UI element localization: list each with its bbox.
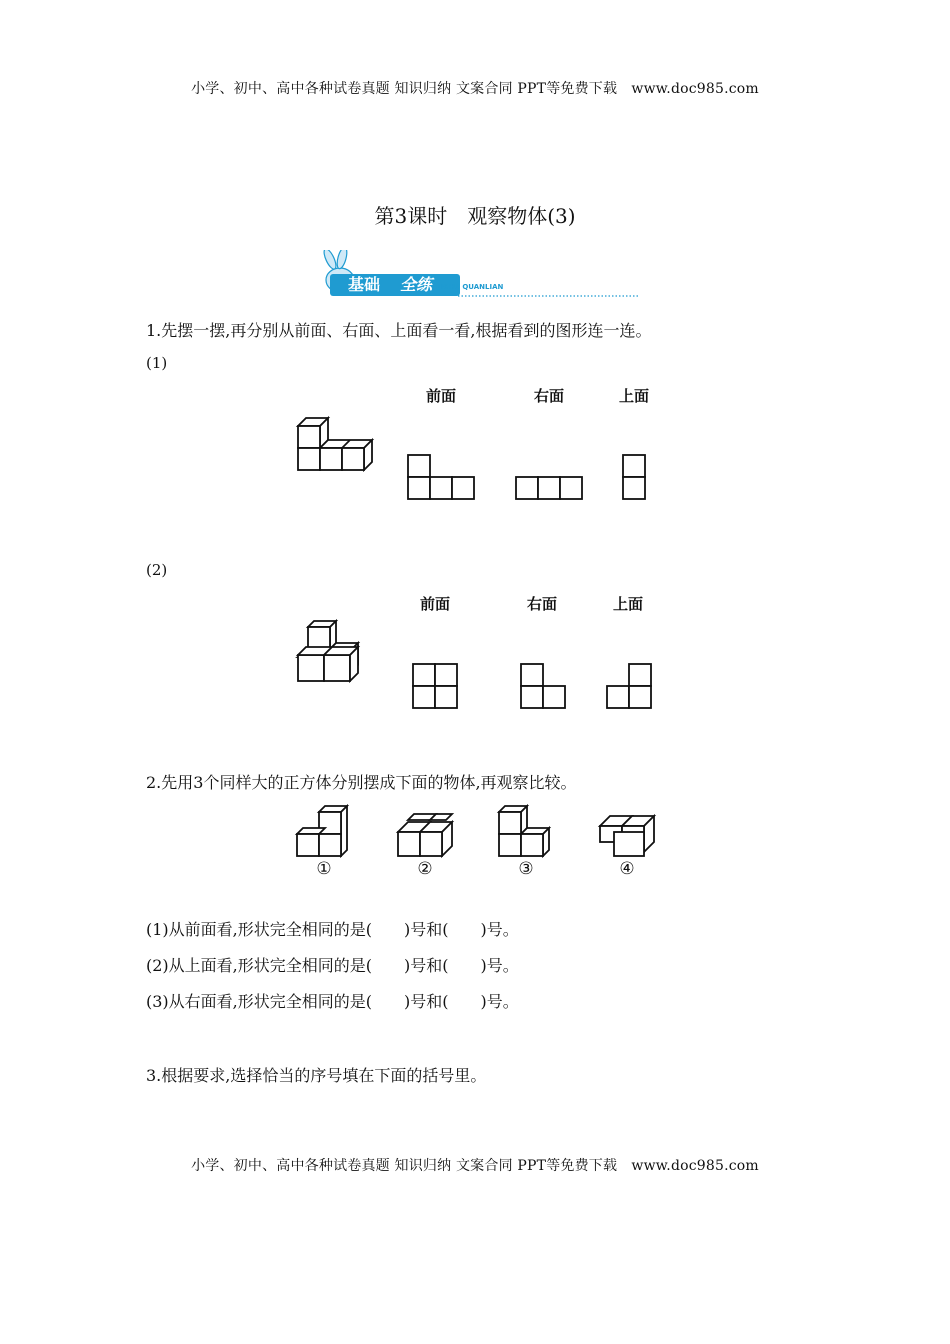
q2-number-2: ② [417,859,433,879]
q2-solid-2 [394,812,456,860]
q1-p2-front-label: 前面 [419,595,450,613]
banner-main: 基础 [347,275,380,294]
q1-text: 1.先摆一摆,再分别从前面、右面、上面看一看,根据看到的图形连一连。 [146,321,652,340]
q2-item-2: (2)从上面看,形状完全相同的是( )号和( )号。 [146,956,519,975]
q2-text: 2.先用3个同样大的正方体分别摆成下面的物体,再观察比较。 [146,773,577,792]
page-title: 第3课时 观察物体(3) [374,204,576,228]
page-footer: 小学、初中、高中各种试卷真题 知识归纳 文案合同 PPT等免费下载 www.doc985.com [191,1158,759,1174]
q2-item-3: (3)从右面看,形状完全相同的是( )号和( )号。 [146,992,519,1011]
q1-p2-top-view [604,661,656,713]
q2-number-3: ③ [518,859,534,879]
section-banner [308,250,643,300]
q2-number-4: ④ [619,859,635,879]
q1-p1-front-label: 前面 [425,387,456,405]
page-header: 小学、初中、高中各种试卷真题 知识归纳 文案合同 PPT等免费下载 www.doc985.com [191,81,759,97]
q1-p2-solid [294,617,364,685]
q1-p1-front-view [405,452,479,504]
q2-solid-3 [495,800,557,860]
q1-p1-right-label: 右面 [533,387,564,405]
q1-p1-right-view [513,474,587,504]
q1-p2-right-label: 右面 [526,595,557,613]
q3-text: 3.根据要求,选择恰当的序号填在下面的括号里。 [146,1066,487,1085]
q1-part2-label: (2) [146,561,168,579]
q2-solid-1 [293,800,355,860]
q1-p1-top-label: 上面 [618,387,649,405]
q1-p1-top-view [620,452,650,504]
q1-p2-right-view [518,661,570,713]
q2-number-1: ① [316,859,332,879]
q2-item-1: (1)从前面看,形状完全相同的是( )号和( )号。 [146,920,519,939]
q1-part1-label: (1) [146,354,168,372]
banner-pinyin: JICHU QUANLIAN [438,283,504,291]
q1-p1-solid [290,408,380,476]
banner-accent: 全练 [399,275,432,294]
q1-p2-top-label: 上面 [612,595,643,613]
q1-p2-front-view [410,661,462,713]
q2-solid-4 [596,812,658,860]
